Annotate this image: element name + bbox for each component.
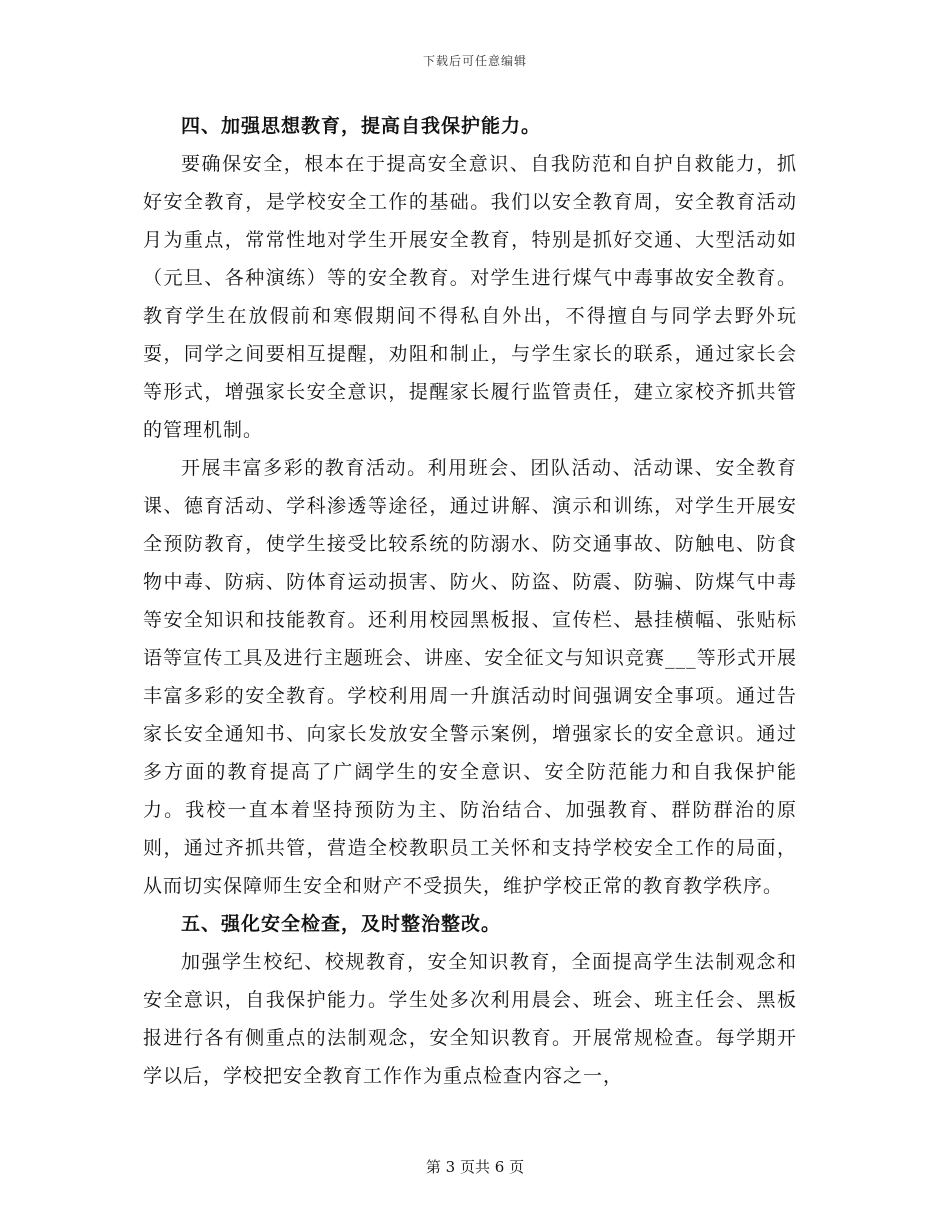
section-4-paragraph-1: 要确保安全，根本在于提高安全意识、自我防范和自护自救能力，抓好安全教育，是学校安全工作的基础。我们以安全教育周，安全教育活动月为重点，常常性地对学生开展安全教育，特别是抓好交通、大型活动如（元旦、各种演练）等的安全教育。对学生进行煤气中毒事故安全教育。教育学生在放假前和寒假期间不得私自外出，不得擅自与同学去野外玩耍，同学之间要相互提醒，劝阻和制止，与学生家长的联系，通过家长会等形式，增强家长安全意识，提醒家长履行监管责任，建立家校齐抓共管的管理机制。: [143, 153, 797, 441]
page-number: 第 3 页共 6 页: [425, 1158, 525, 1176]
section-5-heading: 五、强化安全检查，及时整治整改。: [181, 913, 502, 935]
page-header: 下载后可任意编辑: [422, 54, 527, 68]
section-5-paragraph-1: 加强学生校纪、校规教育，安全知识教育，全面提高学生法制观念和安全意识，自我保护能力。学生处多次利用晨会、班会、班主任会、黑板报进行各有侧重点的法制观念，安全知识教育。开展常规检查。每学期开学以后，学校把安全教育工作作为重点检查内容之一，: [143, 951, 797, 1087]
section-4-heading: 四、加强思想教育，提高自我保护能力。: [181, 115, 542, 137]
document-body: [143, 107, 797, 1095]
section-4-paragraph-2: 开展丰富多彩的教育活动。利用班会、团队活动、活动课、安全教育课、德育活动、学科渗透等途径，通过讲解、演示和训练，对学生开展安全预防教育，使学生接受比较系统的防溺水、防交通事故、防触电、防食物中毒、防病、防体育运动损害、防火、防盗、防震、防骗、防煤气中毒等安全知识和技能教育。还利用校园黑板报、宣传栏、悬挂横幅、张贴标语等宣传工具及进行主题班会、讲座、安全征文与知识竞赛___等形式开展丰富多彩的安全教育。学校利用周一升旗活动时间强调安全事项。通过告家长安全通知书、向家长发放安全警示案例，增强家长的安全意识。通过多方面的教育提高了广阔学生的安全意识、安全防范能力和自我保护能力。我校一直本着坚持预防为主、防治结合、加强教育、群防群治的原则，通过齐抓共管，营造全校教职员工关怀和支持学校安全工作的局面，从而切实保障师生安全和财产不受损失，维护学校正常的教育教学秩序。: [143, 457, 797, 897]
